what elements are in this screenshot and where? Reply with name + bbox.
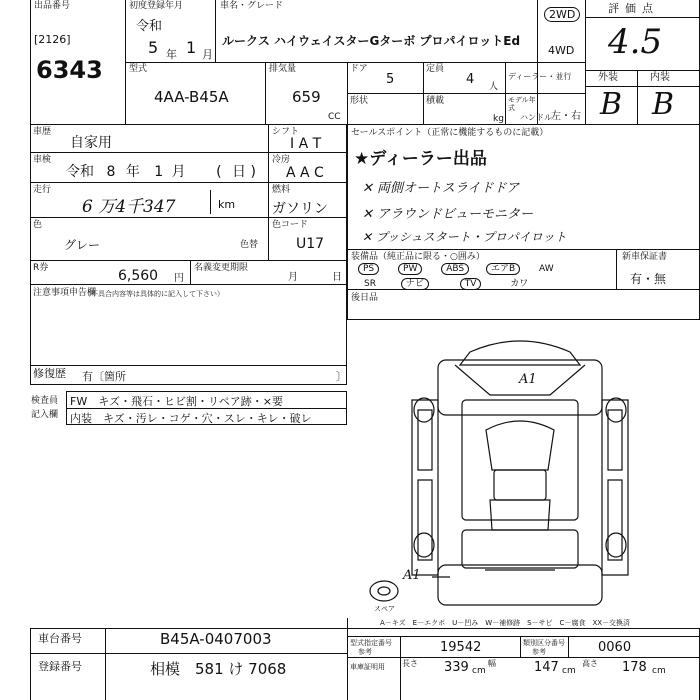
registration-year: 5 [148, 38, 159, 57]
aircon: A A C [286, 165, 324, 181]
registration-number-label: 登録番号 [38, 660, 82, 673]
shape-label: 形状 [350, 96, 369, 106]
inspector-row-1: FW キズ・飛石・ヒビ割・リペア跡・×要 [70, 395, 283, 408]
registration-month: 1 [186, 38, 197, 57]
inspection-label: 車検 [33, 155, 52, 165]
selling-point-3: ✕ プッシュスタート・プロパイロット [362, 230, 567, 244]
dealer-parallel-label: ディーラー・並行 [508, 72, 572, 81]
damage-legend: A－キズ E－エクボ U－凹み W－補修跡 S－サビ C－腐食 XX－交換済 [380, 619, 631, 627]
repair-label: 修復歴 [33, 367, 66, 380]
corner-code: [2126] [34, 33, 71, 46]
inspector-label: 検査員 記入欄 [31, 396, 59, 420]
class-number: 0060 [598, 640, 632, 655]
recycle-fee: 6,560 [118, 268, 159, 284]
name-change-label: 名義変更期限 [194, 263, 249, 273]
garage-cert-label: 車庫証明用 [350, 663, 385, 671]
exterior-grade: B [600, 87, 623, 122]
damage-mark-front: A1 [519, 372, 537, 387]
selling-point-2: ✕ アラウンドビューモニター [362, 207, 534, 222]
dealer-listing: ★ディーラー出品 [354, 149, 487, 169]
spec-number: 19542 [440, 640, 482, 655]
warranty-value: 有・無 [630, 272, 667, 286]
shift: I A T [290, 136, 322, 152]
equipment-row-1: PS PW ABS エアB AW [358, 263, 554, 275]
model-type-label: 型式 [129, 64, 148, 74]
interior-grade: B [652, 87, 675, 122]
color-label: 色 [33, 220, 43, 230]
displacement-label: 排気量 [269, 64, 297, 74]
fuel: ガソリン [272, 201, 328, 217]
color: グレー [64, 238, 101, 252]
inspection-date: 令和 8 年 1 月 ( 日 ) [66, 164, 256, 180]
drive-4wd: 4WD [548, 44, 575, 57]
damage-mark-rear: A1 [403, 568, 421, 583]
doors: 5 [386, 72, 395, 87]
usage: 自家用 [70, 135, 112, 151]
recycle-label: R券 [33, 263, 49, 273]
model-type: 4AA-B45A [154, 88, 229, 106]
selling-points-label: セールスポイント（正常に機能するものに記載） [351, 128, 549, 138]
body-number: B45A-0407003 [160, 630, 272, 648]
length-value: 339 [444, 660, 469, 675]
spare-label: スペア [374, 605, 395, 613]
load-label: 積載 [426, 96, 445, 106]
aircon-label: 冷房 [272, 155, 291, 165]
registration-era: 令和 [136, 19, 163, 34]
spec-number-label: 型式指定番号 [350, 639, 392, 647]
drive-2wd: 2WD [544, 3, 580, 22]
score-value: 4.5 [608, 22, 663, 62]
class-number-label: 類別区分番号 [523, 639, 565, 647]
registration-number: 相模 581 け 7068 [150, 660, 287, 678]
color-code: U17 [296, 236, 325, 252]
equipment-row-2: SR ナビ TV カワ [364, 279, 529, 289]
first-registration-label: 初度登録年月 [129, 1, 184, 11]
new-warranty-label: 新車保証書 [622, 252, 668, 262]
capacity-label: 定員 [426, 64, 445, 74]
usage-label: 車歴 [33, 127, 52, 137]
score-label: 評価点 [608, 2, 659, 15]
displacement: 659 [292, 88, 321, 106]
capacity: 4 [466, 72, 475, 87]
color-code-label: 色コード [272, 220, 309, 230]
interior-label: 内装 [650, 72, 670, 83]
fuel-label: 燃料 [272, 185, 291, 195]
mileage-label: 走行 [33, 185, 52, 195]
repair-value: 有〔箇所 [82, 370, 126, 383]
notes-label: 注意事項申告欄 [33, 288, 97, 298]
model-year-label: モデル年式 [508, 96, 536, 112]
lot-number-label: 出品番号 [34, 1, 71, 11]
handle-label: ハンドル [520, 113, 552, 122]
body-number-label: 車台番号 [38, 632, 82, 645]
mileage: 6 万4千347 [82, 197, 176, 217]
handle-options: 左・右 [551, 111, 581, 122]
inspector-row-2: 内装 キズ・汚レ・コゲ・穴・スレ・キレ・破レ [70, 412, 312, 425]
shift-label: シフト [272, 127, 300, 137]
doors-label: ドア [350, 64, 368, 74]
car-name: ルークス ハイウェイスターGターボ プロパイロットEd [222, 34, 521, 48]
equipment-label: 装備品（純正品に限る・○囲み） [351, 252, 485, 262]
exterior-label: 外装 [598, 72, 618, 83]
car-name-label: 車名・グレード [220, 1, 284, 11]
color-change-label: 色替 [240, 240, 259, 250]
lot-number: 6343 [36, 56, 103, 84]
additional-items-label: 後日品 [351, 293, 379, 303]
selling-point-1: ✕ 両側オートスライドドア [362, 181, 520, 196]
width-value: 147 [534, 660, 559, 675]
height-value: 178 [622, 660, 647, 675]
